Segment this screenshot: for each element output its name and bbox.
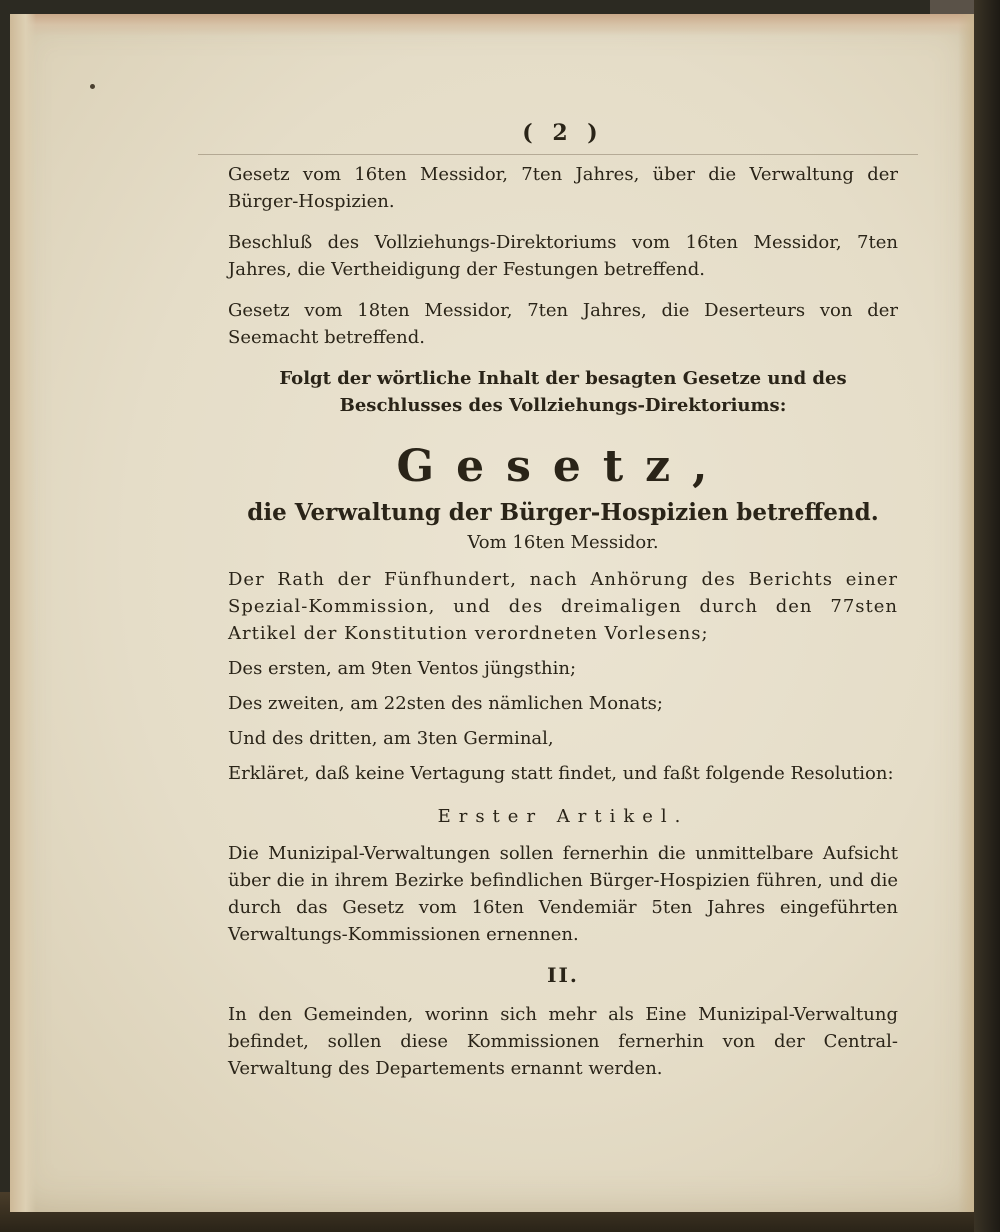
law-list-item: Gesetz vom 18ten Messidor, 7ten Jahres, die Deserteurs von der Seemacht betreffend. bbox=[228, 300, 898, 348]
law-list-item: Beschluß des Vollziehungs-Direktoriums vom 16ten Messidor, 7ten Jahres, die Vertheidigung der Festungen betreffend. bbox=[228, 232, 898, 280]
law-list-item: Gesetz vom 16ten Messidor, 7ten Jahres, über die Verwaltung der Bürger-Hospizien. bbox=[228, 164, 898, 212]
law-date: Vom 16ten Messidor. bbox=[467, 532, 659, 553]
law-title: Gesetz, bbox=[396, 441, 730, 492]
article-heading: II. bbox=[547, 963, 579, 987]
preamble bbox=[228, 566, 898, 787]
page-edge-left bbox=[10, 14, 36, 1212]
page-edge-top bbox=[10, 14, 976, 36]
law-subtitle: die Verwaltung der Bürger-Hospizien betreffend. bbox=[247, 499, 879, 526]
preamble-paragraph: Erkläret, daß keine Vertagung statt findet, und faßt folgende Resolution: bbox=[228, 763, 894, 784]
preamble-paragraph: Des ersten, am 9ten Ventos jüngsthin; bbox=[228, 658, 577, 679]
article-text: Die Munizipal-Verwaltungen sollen fernerhin die unmittelbare Aufsicht über die in ihrem Bezirke befindlichen Bürger-Hospizien führen, und die durch das Gesetz vom 16ten Vendemiär 5ten Jahres eingeführten Verwaltungs-Kommissionen ernennen. bbox=[228, 843, 898, 945]
intro-text: Folgt der wörtliche Inhalt der besagten Gesetze und des Beschlusses des Vollziehungs-Direktoriums: bbox=[279, 368, 847, 416]
preamble-paragraph: Des zweiten, am 22sten des nämlichen Monats; bbox=[228, 693, 663, 714]
page-content bbox=[228, 120, 898, 1082]
page-number: ( 2 ) bbox=[522, 120, 604, 146]
article-heading: Erster Artikel. bbox=[437, 806, 689, 827]
preamble-paragraph: Der Rath der Fünfhundert, nach Anhörung des Berichts einer Spezial-Kommission, und des dreimaligen durch den 77sten Artikel der Konstitution verordneten Vorlesens; bbox=[228, 569, 898, 644]
ink-spot bbox=[90, 84, 95, 89]
article-text: In den Gemeinden, worinn sich mehr als Eine Munizipal-Verwaltung befindet, sollen diese Kommissionen fernerhin von der Central-Verwaltung des Departements ernannt werden. bbox=[228, 1004, 898, 1079]
preamble-paragraph: Und des dritten, am 3ten Germinal, bbox=[228, 728, 554, 749]
header-rule bbox=[198, 154, 918, 155]
book-spine bbox=[974, 0, 1000, 1232]
laws-list bbox=[228, 161, 898, 351]
